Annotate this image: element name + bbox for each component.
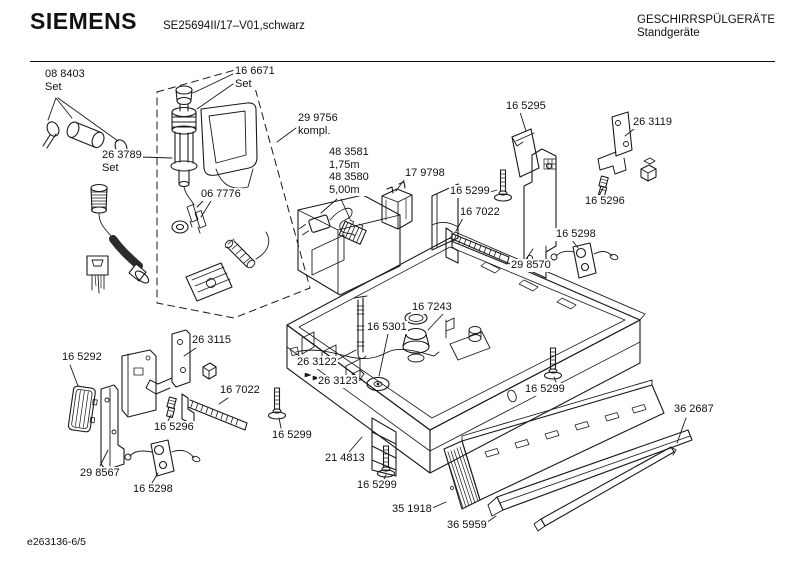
grommet-set-drawing (403, 312, 429, 362)
inlet-hose-drawing (91, 185, 151, 286)
siemens-logo: SIEMENS (30, 8, 138, 34)
part-label-298567 (79, 467, 121, 480)
part-label-165299 (524, 383, 566, 396)
part-label-263122 (296, 356, 338, 369)
part-label-line: 16 5296 (585, 195, 625, 207)
part-label-179798 (404, 167, 446, 180)
part-label-line: 16 6671 (235, 65, 275, 77)
part-label-line: 06 7776 (201, 188, 241, 200)
part-label-line: 16 5296 (154, 421, 194, 433)
part-label-263789 (101, 149, 143, 174)
plinth-panel-drawing (444, 380, 664, 509)
part-label-362687 (673, 403, 715, 416)
part-label-line: Set (102, 161, 119, 174)
part-label-line: 16 5299 (525, 383, 565, 395)
part-label-line: 5,00m (329, 183, 360, 196)
part-label-line: 26 3123 (318, 375, 358, 387)
part-label-263119 (632, 116, 673, 129)
part-label-088403 (44, 68, 86, 93)
part-label-298570 (510, 259, 552, 272)
spring-clip-drawing (165, 176, 610, 417)
part-label-263115 (191, 334, 232, 347)
part-label-365959 (446, 519, 488, 532)
part-label-line: 29 9756 (298, 112, 338, 124)
part-label-line: 48 3581 (329, 146, 369, 158)
part-label-line: 16 7022 (460, 206, 500, 218)
part-label-line: Set (45, 80, 62, 93)
part-label-line: 26 3122 (297, 356, 337, 368)
part-label-165299 (449, 185, 491, 198)
part-label-line: Set (235, 77, 252, 90)
part-label-line: 26 3789 (102, 149, 142, 161)
category-label: GESCHIRRSPÜLGERÄTE (637, 14, 776, 26)
part-label-165296 (584, 195, 626, 208)
part-label-165299 (271, 429, 313, 442)
part-label-line: 16 5292 (62, 351, 102, 363)
part-label-line: 08 8403 (45, 68, 85, 80)
model-designation: SE25694II/17–V01,schwarz (163, 20, 305, 32)
part-label-line: 29 8567 (80, 467, 120, 479)
mounting-clip-drawing (87, 256, 108, 293)
power-cord-drawing (298, 208, 368, 244)
part-label-165298 (132, 483, 174, 496)
part-label-166671 (234, 65, 276, 90)
part-label-165295 (505, 100, 547, 113)
trim-strip-drawing (488, 430, 692, 516)
document-number: e263136-6/5 (27, 536, 86, 548)
part-label-line: 16 5299 (450, 185, 490, 197)
part-label-line: 17 9798 (405, 167, 445, 179)
part-label-line: 48 3580 (329, 171, 369, 183)
part-label-line: 16 7022 (220, 384, 260, 396)
part-label-167022 (459, 206, 501, 219)
part-label-165301 (366, 321, 408, 334)
part-label-line: 16 7243 (412, 301, 452, 313)
part-label-line: 29 8570 (511, 259, 551, 271)
toothed-rack-drawing (182, 228, 509, 430)
part-label-line: 36 2687 (674, 403, 714, 415)
part-label-line: 26 3115 (192, 334, 231, 346)
part-label-line: 1,75m (329, 158, 360, 171)
part-label-line: 16 5295 (506, 100, 546, 112)
part-label-line: 16 5298 (133, 483, 173, 495)
part-label-167243 (411, 301, 453, 314)
subcategory-label: Standgeräte (637, 26, 700, 39)
part-label-line: 35 1918 (392, 503, 432, 515)
part-label-165298 (555, 228, 597, 241)
part-label-214813 (324, 452, 366, 465)
part-label-line: kompl. (298, 124, 331, 137)
part-label-483581 (328, 146, 370, 196)
part-label-165292 (61, 351, 103, 364)
part-label-line: 21 4813 (325, 452, 365, 464)
part-label-263123 (317, 375, 359, 388)
part-label-line: 16 5299 (272, 429, 312, 441)
part-label-line: 36 5959 (447, 519, 487, 531)
part-label-351918 (391, 503, 433, 516)
part-label-299756 (297, 112, 339, 137)
part-label-line: 26 3119 (633, 116, 672, 128)
part-label-165296 (153, 421, 195, 434)
side-rail-drawing (68, 386, 99, 433)
part-label-line: 16 5298 (556, 228, 596, 240)
part-label-165299 (356, 479, 398, 492)
part-label-167022 (219, 384, 261, 397)
part-label-line: 16 5299 (357, 479, 397, 491)
part-label-line: 16 5301 (367, 321, 407, 333)
part-label-067776 (200, 188, 242, 201)
